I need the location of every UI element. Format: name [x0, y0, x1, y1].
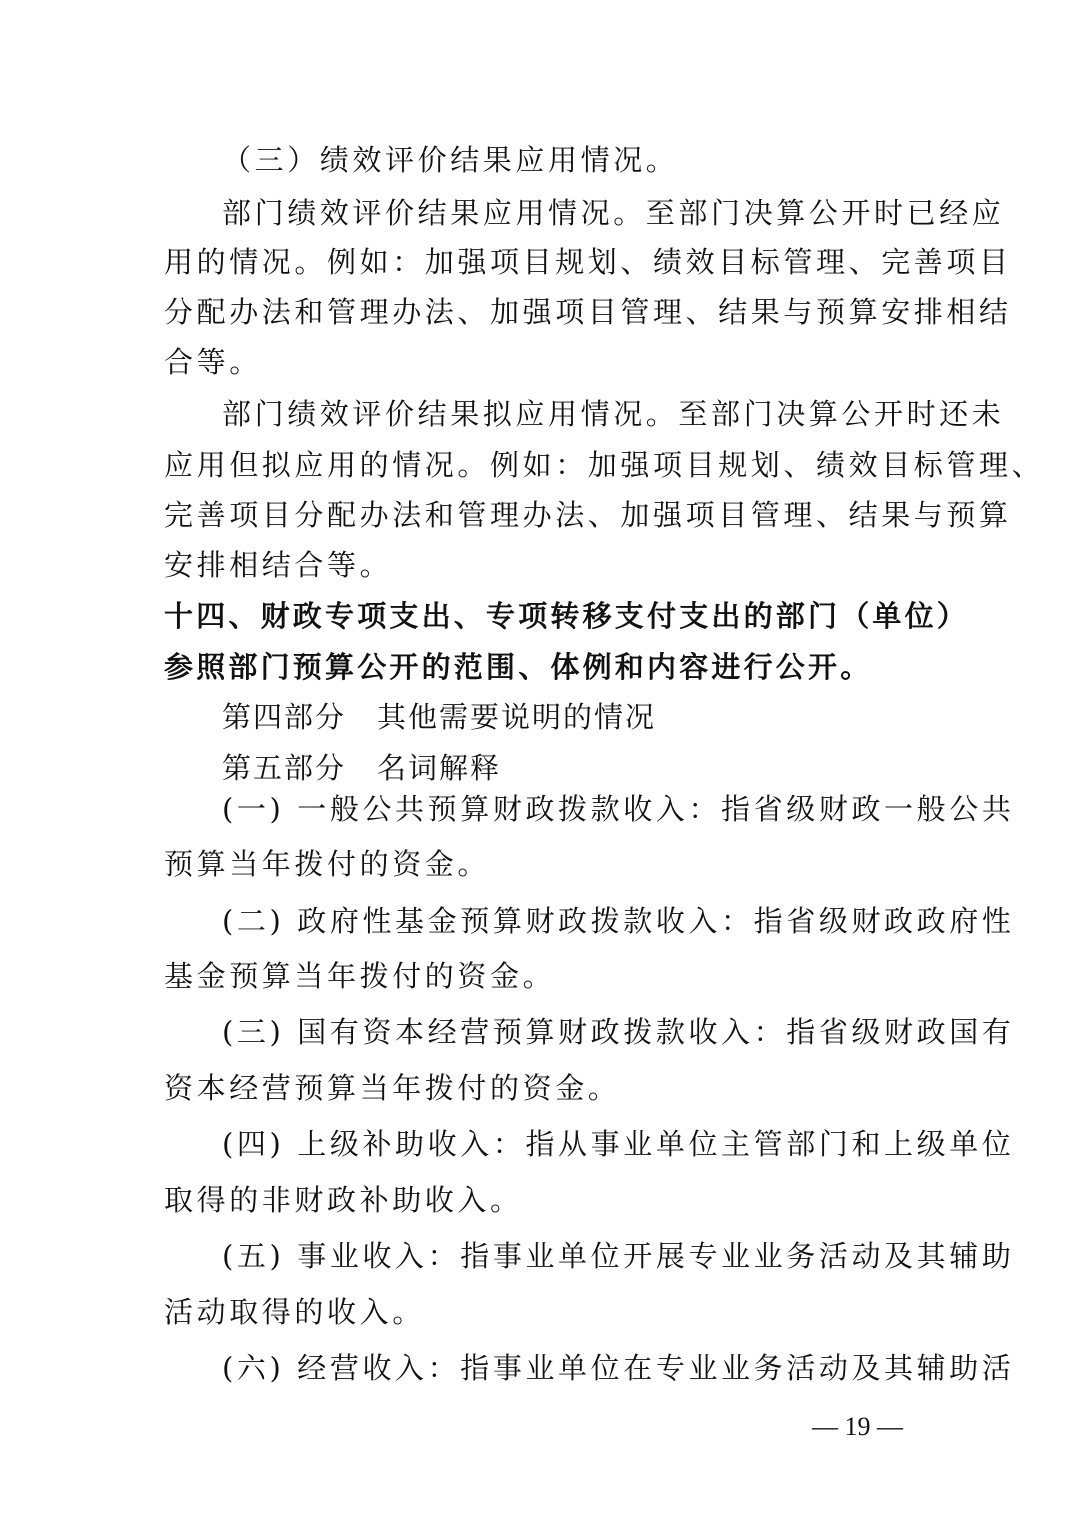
paragraph-line: 部门绩效评价结果拟应用情况。至部门决算公开时还未 — [222, 397, 1005, 431]
definition-line: 预算当年拨付的资金。 — [164, 847, 491, 881]
paragraph-line: 用的情况。例如：加强项目规划、绩效目标管理、完善项目 — [164, 245, 1012, 279]
definition-line: 活动取得的收入。 — [164, 1295, 425, 1329]
definition-line: (一) 一般公共预算财政拨款收入：指省级财政一般公共 — [222, 792, 1015, 826]
section-heading-3: （三）绩效评价结果应用情况。 — [222, 143, 679, 177]
bold-item-14: 十四、财政专项支出、专项转移支付支出的部门（单位） — [164, 599, 970, 633]
part-four-heading: 第四部分 其他需要说明的情况 — [222, 700, 657, 734]
definition-line: (六) 经营收入：指事业单位在专业业务活动及其辅助活 — [222, 1351, 1015, 1385]
paragraph-line: 合等。 — [164, 345, 262, 379]
definition-line: (四) 上级补助收入：指从事业单位主管部门和上级单位 — [222, 1127, 1015, 1161]
definition-line: 资本经营预算当年拨付的资金。 — [164, 1071, 621, 1105]
definition-line: (二) 政府性基金预算财政拨款收入：指省级财政政府性 — [222, 904, 1015, 938]
paragraph-line: 完善项目分配办法和管理办法、加强项目管理、结果与预算 — [164, 498, 1012, 532]
definition-line: 取得的非财政补助收入。 — [164, 1183, 523, 1217]
page-number: — 19 — — [812, 1412, 903, 1441]
paragraph-line: 应用但拟应用的情况。例如：加强项目规划、绩效目标管理、 — [164, 448, 1045, 482]
paragraph-line: 部门绩效评价结果应用情况。至部门决算公开时已经应 — [222, 196, 1005, 230]
paragraph-line: 分配办法和管理办法、加强项目管理、结果与预算安排相结 — [164, 295, 1012, 329]
part-five-heading: 第五部分 名词解释 — [222, 751, 502, 785]
paragraph-line: 安排相结合等。 — [164, 548, 393, 582]
definition-line: 基金预算当年拨付的资金。 — [164, 959, 556, 993]
bold-item-14-cont: 参照部门预算公开的范围、体例和内容进行公开。 — [164, 650, 873, 684]
definition-line: (五) 事业收入：指事业单位开展专业业务活动及其辅助 — [222, 1239, 1015, 1273]
definition-line: (三) 国有资本经营预算财政拨款收入：指省级财政国有 — [222, 1015, 1015, 1049]
